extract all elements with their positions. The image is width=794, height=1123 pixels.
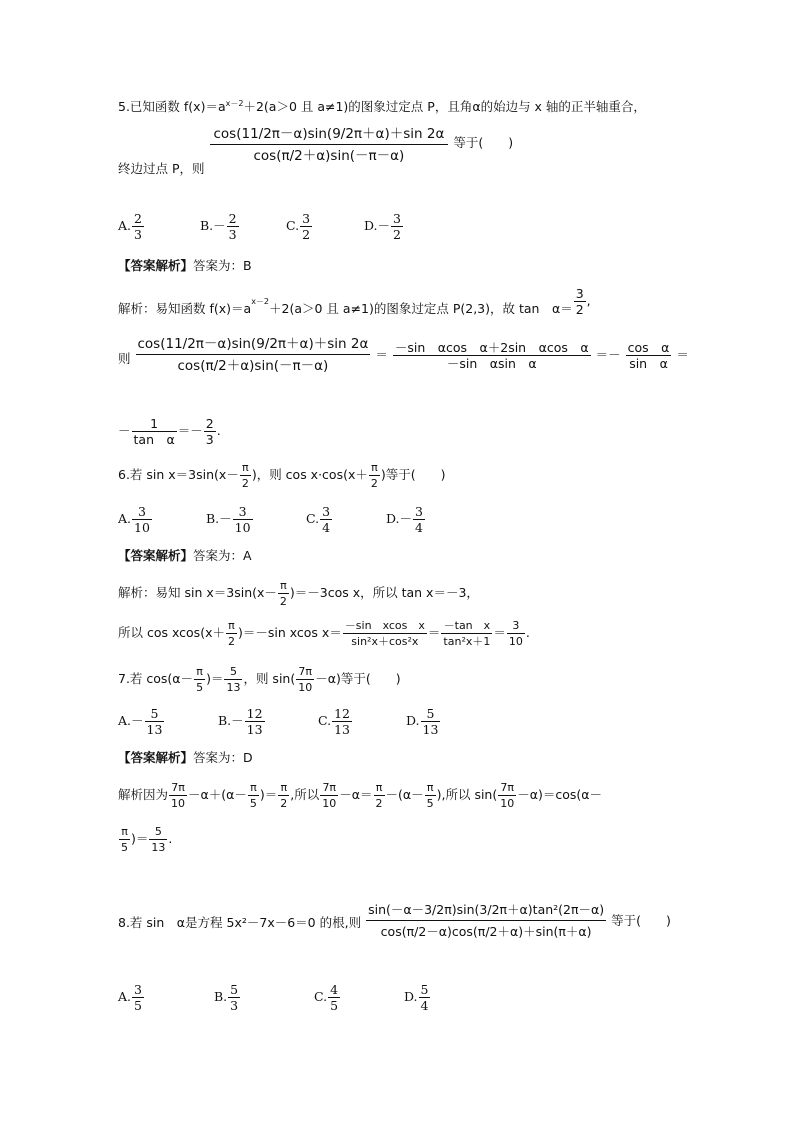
q5-option-c[interactable]: C. $\frac{3}{2}$ <box>285 211 311 242</box>
q6-option-c[interactable]: C. $\frac{3}{4}$ <box>305 504 331 535</box>
q5-solution-expression: $\frac{\cos(11/2\pi-\alpha)\sin(9/2\pi+\alpha)+\sin 2\alpha}{\cos(\pi/2+\alpha)\sin(-\pi-\alpha)}$ <box>137 336 369 374</box>
q5-solution-mid-fraction: $\frac{\text{－sin αcos α＋2sin αcos α}}{\text{－sin αsin α}}$ <box>394 340 589 371</box>
q6-stem-line: 6.若 sin x＝3sin(x－ $\frac{\pi}{2}$ )，则 cos x·cos(x＋ $\frac{\pi}{2}$ )等于( ) <box>118 461 446 490</box>
q8-option-a[interactable]: A. $\frac{3}{5}$ <box>118 982 142 1013</box>
q5-solution-right-fraction: $\frac{\text{cos α}}{\text{sin α}}$ <box>627 340 670 371</box>
q5-solution-line2: 则 $\frac{\cos(11/2\pi-\alpha)\sin(9/2\pi+\alpha)+\sin 2\alpha}{\cos(\pi/2+\alpha)\sin(-\pi-\alpha)}$ ＝ $\frac{\text{－sin αcos α＋2sin αcos α}}{\text{－sin αsin α}}$ ＝－ $\frac{\text{cos α}}{\text{sin α}}$ ＝ <box>118 334 689 394</box>
q7-option-c[interactable]: C. $\frac{12}{13}$ <box>317 706 350 737</box>
q5-option-d[interactable]: D.－ $\frac{3}{2}$ <box>363 211 401 242</box>
q8-option-b[interactable]: B. $\frac{5}{3}$ <box>213 982 239 1013</box>
q5-expression: $\frac{\cos(11/2\pi-\alpha)\sin(9/2\pi+\alpha)+\sin 2\alpha}{\cos(\pi/2+\alpha)\sin(-\pi-\alpha)}$ <box>210 124 449 167</box>
q7-stem-line: 7.若 cos(α－ $\frac{\pi}{5}$ )＝ $\frac{5}{13}$ ，则 sin( $\frac{7\pi}{10}$ －α)等于( ) <box>118 665 401 694</box>
q7-option-b[interactable]: B.－ $\frac{12}{13}$ <box>217 706 263 737</box>
q6-solution-line2: 所以 cos xcos(x＋ $\frac{\pi}{2}$ )＝－sin xcos x＝ $\frac{\text{－sin xcos x}}{\text{sin²x＋cos²x}}$ ＝ $\frac{\text{－tan x}}{\text{tan²x＋1}}$ ＝ $\frac{3}{10}$ . <box>118 619 530 648</box>
q6-option-b[interactable]: B.－ $\frac{3}{10}$ <box>205 504 251 535</box>
q7-option-d[interactable]: D. $\frac{5}{13}$ <box>405 706 439 737</box>
q7-solution-line1: 解析因为 $\frac{7\pi}{10}$ －α＋(α－ $\frac{\pi}{5}$ )＝ $\frac{\pi}{2}$ ,所以 $\frac{7\pi}{10}$ －α＝ $\frac{\pi}{2}$ －(α－ $\frac{\pi}{5}$ ),所以 sin( $\frac{7\pi}{10}$ －α)＝cos(α－ <box>118 781 603 810</box>
q8-stem-line: 8.若 sin α是方程 5x²－7x－6＝0 的根,则 $\frac{\text{sin(－α－3/2π)sin(3/2π＋α)tan²(2π－α)}}{\cos(\pi/2-\alpha)\cos(\pi/2+\alpha)+\sin(\pi+\alpha)}$ 等于( ) <box>118 900 671 960</box>
q7-options <box>118 706 441 737</box>
q5-solution-line3: － $\frac{1}{\text{tan α}}$ ＝－ $\frac{2}{3}$ . <box>118 416 221 447</box>
q5-stem-line: 5.已知函数 $f(x)=a^{x-2}+2(a>0$ 且 a≠1)的图象过定点 P，且角α的始边与 x 轴的正半轴重合， <box>118 99 646 115</box>
q5-options <box>118 211 404 242</box>
q8-expression: $\frac{\text{sin(－α－3/2π)sin(3/2π＋α)tan²(2π－α)}}{\cos(\pi/2-\alpha)\cos(\pi/2+\alpha)+\sin(\pi+\alpha)}$ <box>368 902 605 939</box>
q5-line2: 终边过点 P，则 $\frac{\cos(11/2\pi-\alpha)\sin(9/2\pi+\alpha)+\sin 2\alpha}{\cos(\pi/2+\alpha)\sin(-\pi-\alpha)}$ 等于( ) <box>118 126 514 176</box>
q5-option-a[interactable]: A. $\frac{2}{3}$ <box>118 211 142 242</box>
q7-option-a[interactable]: A.－ $\frac{5}{13}$ <box>118 706 163 737</box>
q6-answer-line: 【答案解析】答案为：A <box>118 548 252 563</box>
q5-answer-line: 【答案解析】答案为：B <box>118 258 252 273</box>
q6-options <box>118 504 426 535</box>
q8-option-c[interactable]: C. $\frac{4}{5}$ <box>313 982 339 1013</box>
q7-answer-line: 【答案解析】答案为：D <box>118 750 253 765</box>
q6-solution-line1: 解析：易知 sin x＝3sin(x－ $\frac{\pi}{2}$ )＝－3cos x，所以 tan x＝－3， <box>118 579 479 608</box>
q5-solution-line1: 解析：易知函数 $f(x)=a^{x-2}+2(a>0$ 且 a≠1)的图象过定点 P(2,3)，故 tan α＝ $\frac{3}{2}$ , <box>118 286 591 317</box>
q6-option-a[interactable]: A. $\frac{3}{10}$ <box>118 504 150 535</box>
q8-option-d[interactable]: D. $\frac{5}{4}$ <box>403 982 429 1013</box>
q8-options <box>118 982 431 1013</box>
q7-solution-line2: $\frac{\pi}{5}$ )＝ $\frac{5}{13}$ . <box>121 825 173 854</box>
q6-option-d[interactable]: D.－ $\frac{3}{4}$ <box>385 504 423 535</box>
q5-option-b[interactable]: B.－ $\frac{2}{3}$ <box>199 211 237 242</box>
